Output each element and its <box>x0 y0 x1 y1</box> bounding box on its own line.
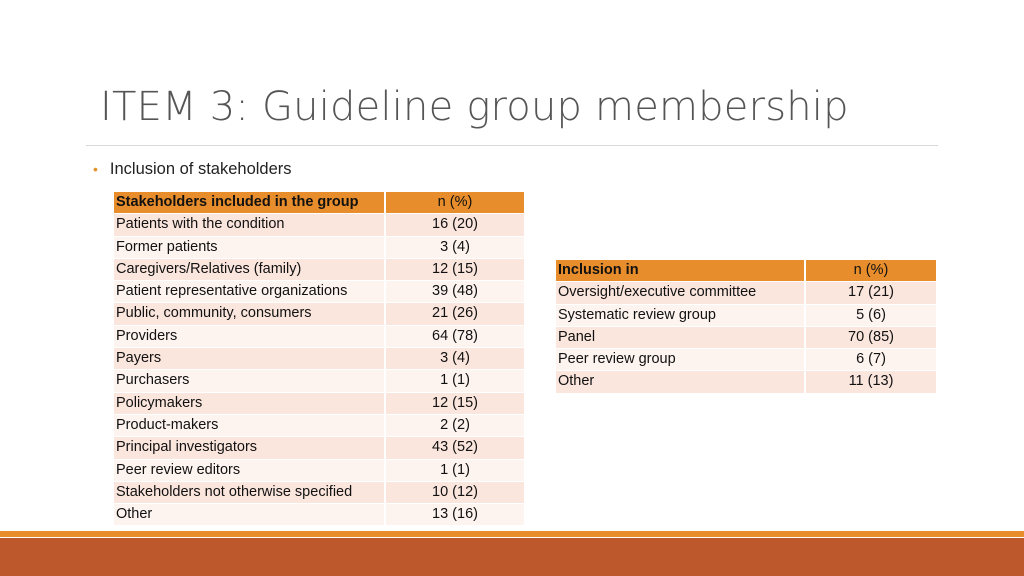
row-value: 6 (7) <box>805 349 937 371</box>
table-row <box>556 371 937 393</box>
row-value: 5 (6) <box>805 304 937 326</box>
row-label: Caregivers/Relatives (family) <box>114 258 385 280</box>
table-row <box>114 392 525 414</box>
table-header-row <box>114 192 525 214</box>
table-row <box>114 348 525 370</box>
row-value: 39 (48) <box>385 281 525 303</box>
row-value: 70 (85) <box>805 326 937 348</box>
row-value: 1 (1) <box>385 459 525 481</box>
title-divider <box>86 145 938 146</box>
row-label: Peer review group <box>556 349 805 371</box>
row-label: Patient representative organizations <box>114 281 385 303</box>
row-value: 1 (1) <box>385 370 525 392</box>
row-label: Other <box>114 504 385 526</box>
row-value: 11 (13) <box>805 371 937 393</box>
row-value: 43 (52) <box>385 437 525 459</box>
row-label: Panel <box>556 326 805 348</box>
column-header-n-percent: n (%) <box>805 260 937 282</box>
table-row <box>114 281 525 303</box>
footer-bar <box>0 538 1024 576</box>
row-value: 12 (15) <box>385 258 525 280</box>
column-header-inclusion-in: Inclusion in <box>556 260 805 282</box>
bullet-item <box>93 160 292 179</box>
row-value: 3 (4) <box>385 348 525 370</box>
row-value: 64 (78) <box>385 325 525 347</box>
row-label: Stakeholders not otherwise specified <box>114 481 385 503</box>
table-row <box>556 326 937 348</box>
row-value: 3 (4) <box>385 236 525 258</box>
row-value: 10 (12) <box>385 481 525 503</box>
table-row <box>114 481 525 503</box>
row-value: 21 (26) <box>385 303 525 325</box>
table-row <box>556 349 937 371</box>
row-label: Providers <box>114 325 385 347</box>
row-value: 12 (15) <box>385 392 525 414</box>
row-label: Peer review editors <box>114 459 385 481</box>
table-row <box>114 303 525 325</box>
table-row <box>114 414 525 436</box>
table-row <box>114 459 525 481</box>
table-row <box>114 258 525 280</box>
row-label: Product-makers <box>114 414 385 436</box>
row-label: Oversight/executive committee <box>556 282 805 304</box>
row-label: Systematic review group <box>556 304 805 326</box>
stakeholders-table-body <box>114 214 525 526</box>
table-row <box>556 282 937 304</box>
row-value: 13 (16) <box>385 504 525 526</box>
row-label: Payers <box>114 348 385 370</box>
row-label: Public, community, consumers <box>114 303 385 325</box>
inclusion-table-body <box>556 282 937 393</box>
table-row <box>114 214 525 236</box>
table-header-row <box>556 260 937 282</box>
bullet-dot-icon: • <box>93 161 98 177</box>
row-value: 16 (20) <box>385 214 525 236</box>
row-label: Policymakers <box>114 392 385 414</box>
row-value: 17 (21) <box>805 282 937 304</box>
row-label: Principal investigators <box>114 437 385 459</box>
row-value: 2 (2) <box>385 414 525 436</box>
footer-accent-line <box>0 531 1024 537</box>
row-label: Purchasers <box>114 370 385 392</box>
table-row <box>556 304 937 326</box>
row-label: Other <box>556 371 805 393</box>
table-row <box>114 437 525 459</box>
bullet-text: Inclusion of stakeholders <box>109 160 292 178</box>
table-row <box>114 325 525 347</box>
column-header-stakeholders: Stakeholders included in the group <box>114 192 385 214</box>
table-row <box>114 370 525 392</box>
stakeholders-table <box>114 192 526 526</box>
row-label: Former patients <box>114 236 385 258</box>
slide-title: ITEM 3: Guideline group membership <box>100 84 849 130</box>
inclusion-table <box>556 260 938 394</box>
column-header-n-percent: n (%) <box>385 192 525 214</box>
table-row <box>114 504 525 526</box>
table-row <box>114 236 525 258</box>
row-label: Patients with the condition <box>114 214 385 236</box>
